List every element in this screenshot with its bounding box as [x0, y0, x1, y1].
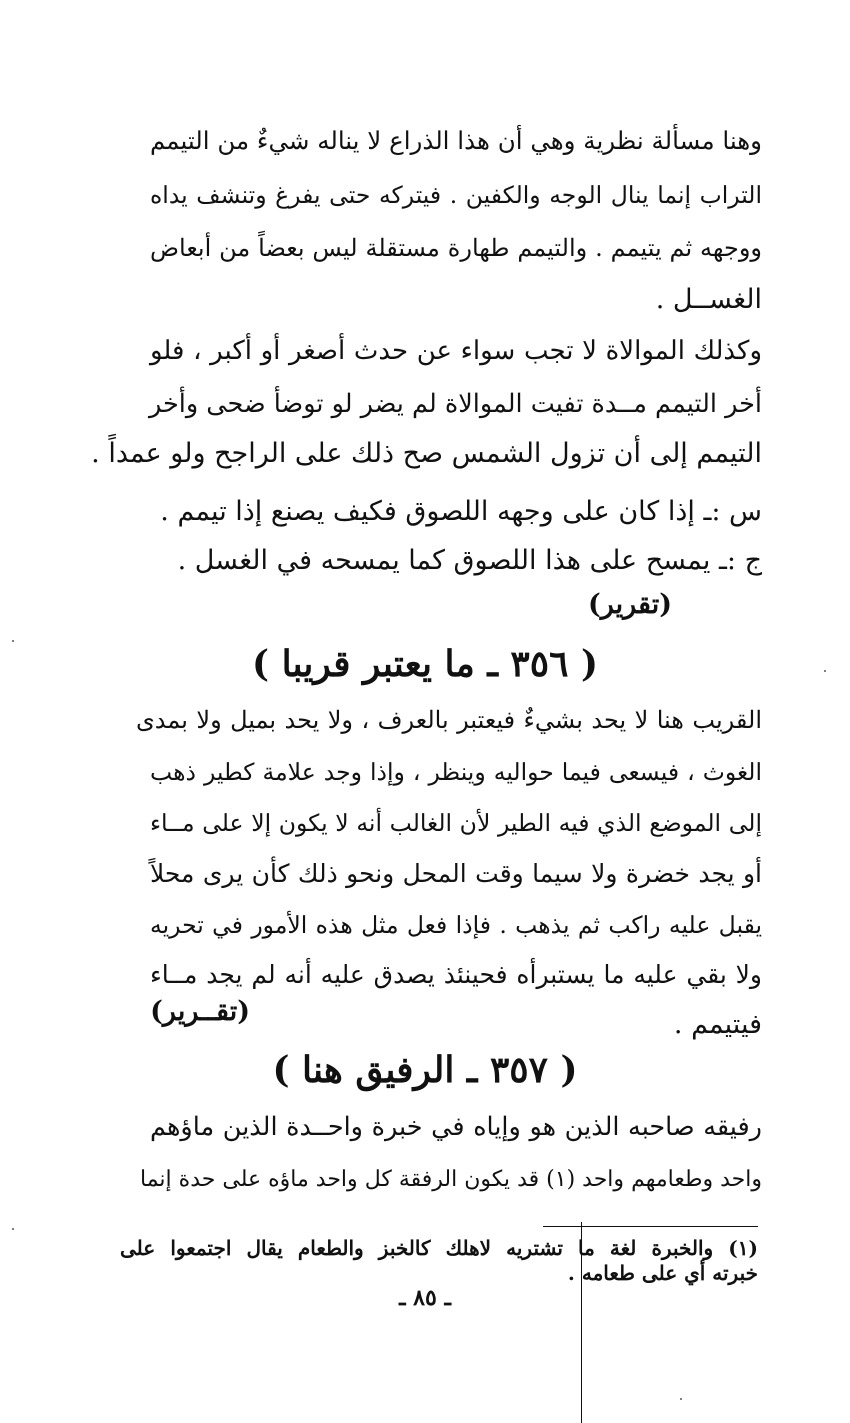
scan-speck: [12, 640, 14, 642]
paragraph-line: القريب هنا لا يحد بشيءٌ فيعتبر بالعرف ، ولا يحد بميل ولا بمدى: [136, 706, 762, 734]
paragraph-line: وهنا مسألة نظرية وهي أن هذا الذراع لا يناله شيءٌ من التيمم: [150, 126, 762, 155]
section-heading-357: ( ٣٥٧ ـ الرفيق هنا ): [272, 1049, 578, 1091]
footnote-line: (١) والخبرة لغة ما تشتريه لاهلك كالخبز والطعام يقال اجتمعوا على: [120, 1236, 758, 1260]
paragraph-line: ولا بقي عليه ما يستبرأه فحينئذ يصدق عليه أنه لم يجد مــاء: [150, 960, 762, 989]
paragraph-line: ووجهه ثم يتيمم . والتيمم طهارة مستقلة ليس بعضاً من أبعاض: [150, 234, 762, 262]
paragraph-line: واحد وطعامهم واحد (١) قد يكون الرفقة كل واحد ماؤه على حدة إنما: [140, 1167, 762, 1192]
paragraph-line: الغوث ، فيسعى فيما حواليه وينظر ، وإذا وجد علامة كطير ذهب: [150, 758, 762, 786]
footnote-separator: [543, 1226, 758, 1227]
section-heading-356: ( ٣٥٦ ـ ما يعتبر قريبا ): [252, 643, 598, 685]
paragraph-line: الغســل .: [655, 284, 762, 315]
page-number: ـ ٨٥ ـ: [399, 1285, 451, 1311]
paragraph-line: يقبل عليه راكب ثم يذهب . فإذا فعل مثل هذه الأمور في تحريه: [150, 911, 762, 939]
paragraph-line: إلى الموضع الذي فيه الطير لأن الغالب أنه لا يكون إلا على مــاء: [150, 809, 762, 837]
scan-speck: [824, 670, 826, 672]
question-line: س :ـ إذا كان على وجهه اللصوق فكيف يصنع إذا تيمم .: [160, 496, 762, 527]
paragraph-line: وكذلك الموالاة لا تجب سواء عن حدث أصغر أو أكبر ، فلو: [150, 336, 762, 366]
scan-speck: [12, 1228, 14, 1230]
footnote-line: خبرته أي على طعامه .: [567, 1261, 758, 1285]
source-note: (تقرير): [587, 589, 672, 620]
source-note: (تقــرير): [150, 996, 250, 1027]
paragraph-line: رفيقه صاحبه الذين هو وإياه في خبرة واحــدة الذين ماؤهم: [150, 1112, 762, 1142]
paragraph-line: أو يجد خضرة ولا سيما وقت المحل ونحو ذلك كأن يرى محلاً: [150, 859, 762, 888]
paragraph-line: فيتيمم .: [673, 1009, 762, 1040]
scan-speck: [680, 1398, 682, 1400]
paragraph-line: التيمم إلى أن تزول الشمس صح ذلك على الراجح ولو عمداً .: [91, 438, 762, 469]
paragraph-line: أخر التيمم مــدة تفيت الموالاة لم يضر لو توضأ ضحى وأخر: [148, 389, 762, 419]
answer-line: ج :ـ يمسح على هذا اللصوق كما يمسحه في الغسل .: [177, 545, 762, 576]
paragraph-line: التراب إنما ينال الوجه والكفين . فيتركه حتى يفرغ وتنشف يداه: [150, 181, 762, 209]
